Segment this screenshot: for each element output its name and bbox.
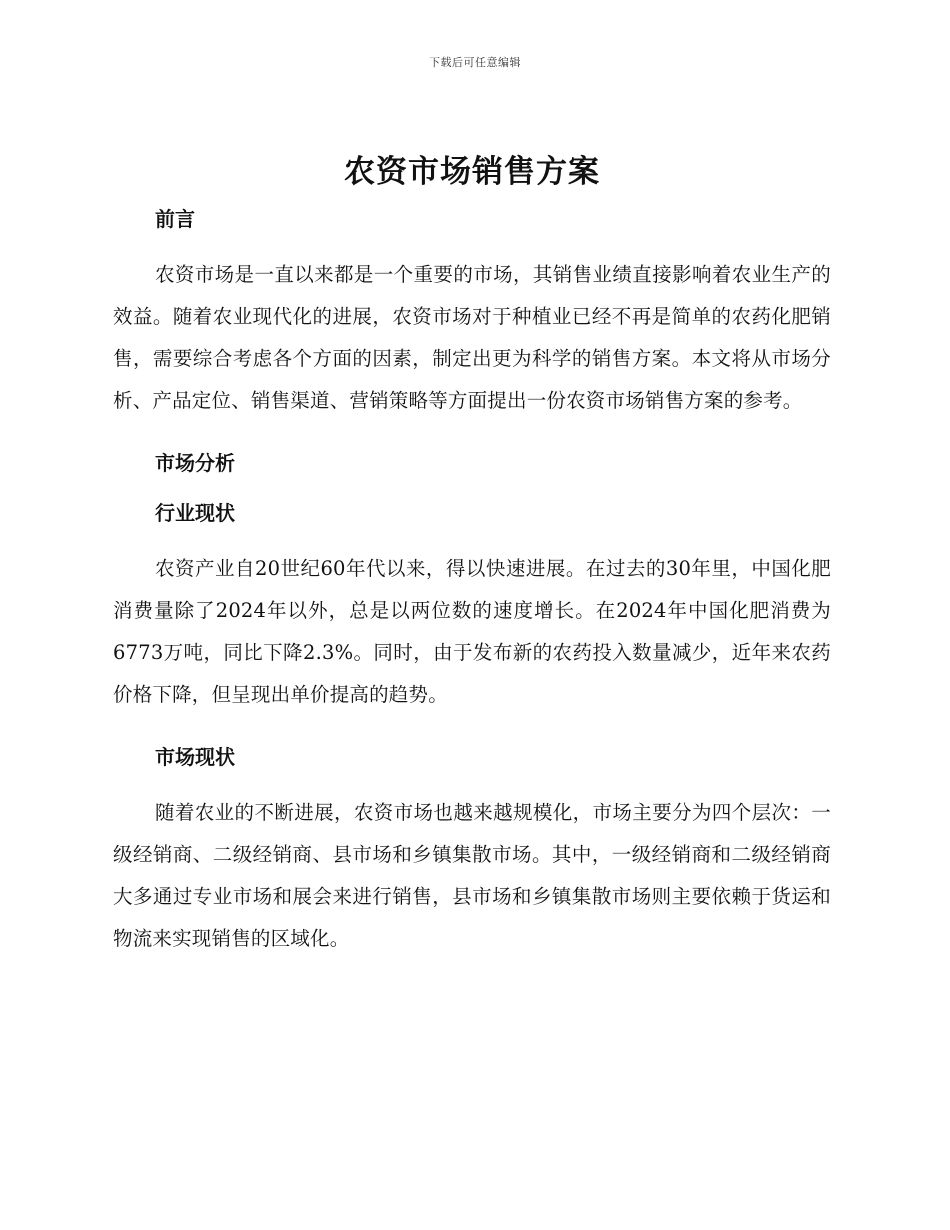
section-heading-industry-status: 行业现状 bbox=[155, 501, 235, 525]
spacer bbox=[113, 478, 831, 498]
document-title: 农资市场销售方案 bbox=[344, 154, 600, 190]
spacer bbox=[113, 422, 831, 448]
spacer bbox=[113, 716, 831, 742]
spacer bbox=[113, 528, 831, 548]
spacer bbox=[113, 234, 831, 254]
page-header-note: 下载后可任意编辑 bbox=[429, 56, 521, 69]
paragraph-preface: 农资市场是一直以来都是一个重要的市场，其销售业绩直接影响着农业生产的效益。随着农业现代化的进展，农资市场对于种植业已经不再是简单的农药化肥销售，需要综合考虑各个方面的因素，制定出更为科学的销售方案。本文将从市场分析、产品定位、销售渠道、营销策略等方面提出一份农资市场销售方案的参考。 bbox=[113, 263, 831, 412]
paragraph-market-status: 随着农业的不断进展，农资市场也越来越规模化，市场主要分为四个层次：一级经销商、二级经销商、县市场和乡镇集散市场。其中，一级经销商和二级经销商大多通过专业市场和展会来进行销售，县市场和乡镇集散市场则主要依赖于货运和物流来实现销售的区域化。 bbox=[113, 801, 831, 950]
spacer bbox=[113, 772, 831, 792]
document-body bbox=[113, 150, 831, 960]
section-heading-market-status: 市场现状 bbox=[155, 745, 235, 769]
section-heading-market-analysis: 市场分析 bbox=[155, 451, 235, 475]
paragraph-industry-status: 农资产业自20世纪60年代以来，得以快速进展。在过去的30年里，中国化肥消费量除了2024年以外，总是以两位数的速度增长。在2024年中国化肥消费为6773万吨，同比下降2.3%。同时，由于发布新的农药投入数量减少，近年来农药价格下降，但呈现出单价提高的趋势。 bbox=[113, 557, 831, 706]
section-heading-preface: 前言 bbox=[155, 207, 195, 231]
